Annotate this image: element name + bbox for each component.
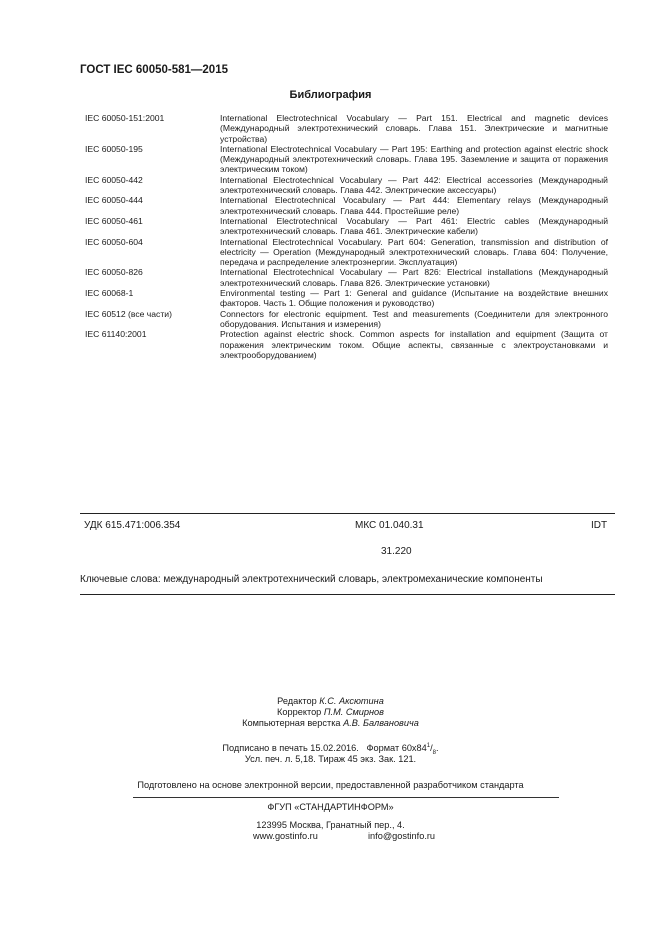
entry-reference: IEC 60050-444	[85, 195, 143, 206]
entry-description: Environmental testing — Part 1: General and guidance (Испытание на воздействие внешних факторов. Часть 1. Общие положения и руководство)	[220, 288, 608, 309]
bibliography-entry	[85, 175, 608, 196]
bibliography-entry	[85, 329, 608, 360]
signed-line: Подписано в печать 15.02.2016. Формат $60x84^1/_8$.	[222, 743, 439, 756]
keywords: Ключевые слова: международный электротехнический словарь, электромеханические компоненты	[80, 574, 543, 585]
entry-description: International Electrotechnical Vocabulary — Part 442: Electrical accessories (Международный электротехнический словарь. Глава 442. Электрические аксессуары)	[220, 174, 608, 196]
entry-description: International Electrotechnical Vocabulary — Part 461: Electric cables (Международный электротехнический словарь. Глава 461. Электрические кабели)	[220, 215, 608, 237]
entry-description: International Electrotechnical Vocabulary — Part 826: Electrical installations (Международный электротехнический словарь. Глава 826. Электрические установки)	[220, 267, 608, 288]
bibliography-entry	[85, 195, 608, 216]
publisher-name: ФГУП «СТАНДАРТИНФОРМ»	[267, 802, 394, 812]
bibliography-entry	[85, 237, 608, 268]
entry-description: International Electrotechnical Vocabulary — Part 195: Earthing and protection against electric shock (Международный электротехнический словарь. Глава 195. Заземление и защита от поражения электрическим током)	[220, 143, 608, 175]
paper-format: Формат 60x84	[366, 743, 427, 754]
prepared-note: Подготовлено на основе электронной версии, предоставленной разработчиком стандарта	[137, 780, 524, 790]
entry-description: Connectors for electronic equipment. Test and measurements (Соединители для электронного оборудования. Испытания и измерения)	[220, 308, 608, 329]
idt-label: IDT	[591, 520, 608, 531]
corrector-label: Корректор	[277, 707, 322, 717]
publisher-rule	[133, 797, 559, 798]
udk-code: УДК 615.471:006.354	[84, 520, 181, 531]
bibliography-title: Библиография	[289, 89, 372, 101]
layout-label: Компьютерная верстка	[242, 718, 341, 728]
bibliography-entry	[85, 113, 608, 144]
standard-header: ГОСТ IEC 60050-581—2015	[80, 64, 228, 76]
mks-code-secondary: 31.220	[381, 546, 412, 557]
entry-description: International Electrotechnical Vocabulary. Part 604: Generation, transmission and distribution of electricity — Operation (Международный электротехнический словарь. Глава 604: Получение, передача и распределение электроэнергии. Эксплуатация)	[220, 236, 608, 268]
mks-code: МКС 01.040.31	[355, 520, 424, 531]
editor-line	[0, 696, 661, 707]
layout-name: А.В. Балвановича	[343, 718, 419, 728]
signed-date: Подписано в печать 15.02.2016.	[222, 743, 359, 754]
entry-reference: IEC 60050-195	[85, 143, 143, 154]
classification-top-rule	[80, 513, 615, 514]
bibliography-entry	[85, 216, 608, 237]
entry-description: International Electrotechnical Vocabulary — Part 151. Electrical and magnetic devices (Международный электротехнический словарь. Глава 151. Электрические и магнитные устройства)	[220, 113, 608, 144]
layout-line	[0, 718, 661, 729]
print-details: Усл. печ. л. 5,18. Тираж 45 экз. Зак. 121.	[244, 754, 417, 764]
bibliography-entry	[85, 267, 608, 288]
entry-reference: IEC 60050-151:2001	[85, 113, 165, 123]
format-denominator: 8	[432, 749, 436, 756]
entry-reference: IEC 60068-1	[85, 288, 134, 299]
corrector-line	[0, 707, 661, 718]
publisher-address: 123995 Москва, Гранатный пер., 4.	[256, 820, 405, 830]
corrector-name: П.М. Смирнов	[323, 707, 384, 717]
email-link[interactable]: info@gostinfo.ru	[368, 831, 436, 841]
bibliography-entry	[85, 309, 608, 330]
bibliography-entry	[85, 144, 608, 175]
editor-label: Редактор	[277, 696, 317, 706]
entry-reference: IEC 60512 (все части)	[85, 308, 172, 319]
entry-reference: IEC 61140:2001	[85, 329, 147, 340]
entry-reference: IEC 60050-604	[85, 236, 143, 247]
entry-reference: IEC 60050-826	[85, 267, 143, 278]
entry-description: Protection against electric shock. Common aspects for installation and equipment (Защита от поражения электрическим током. Общие аспекты, связанные с электроустановками и электрооборудованием)	[220, 329, 608, 360]
entry-reference: IEC 60050-461	[85, 215, 143, 226]
editor-name: К.С. Аксютина	[319, 696, 384, 706]
entry-description: International Electrotechnical Vocabulary — Part 444: Elementary relays (Международный электротехнический словарь. Глава 444. Простейшие реле)	[220, 195, 608, 216]
bibliography-list	[85, 113, 608, 360]
entry-reference: IEC 60050-442	[85, 174, 143, 185]
bibliography-entry	[85, 288, 608, 309]
format-numerator: 1	[426, 743, 431, 749]
classification-bottom-rule	[80, 594, 615, 595]
website-link[interactable]: www.gostinfo.ru	[253, 831, 318, 841]
